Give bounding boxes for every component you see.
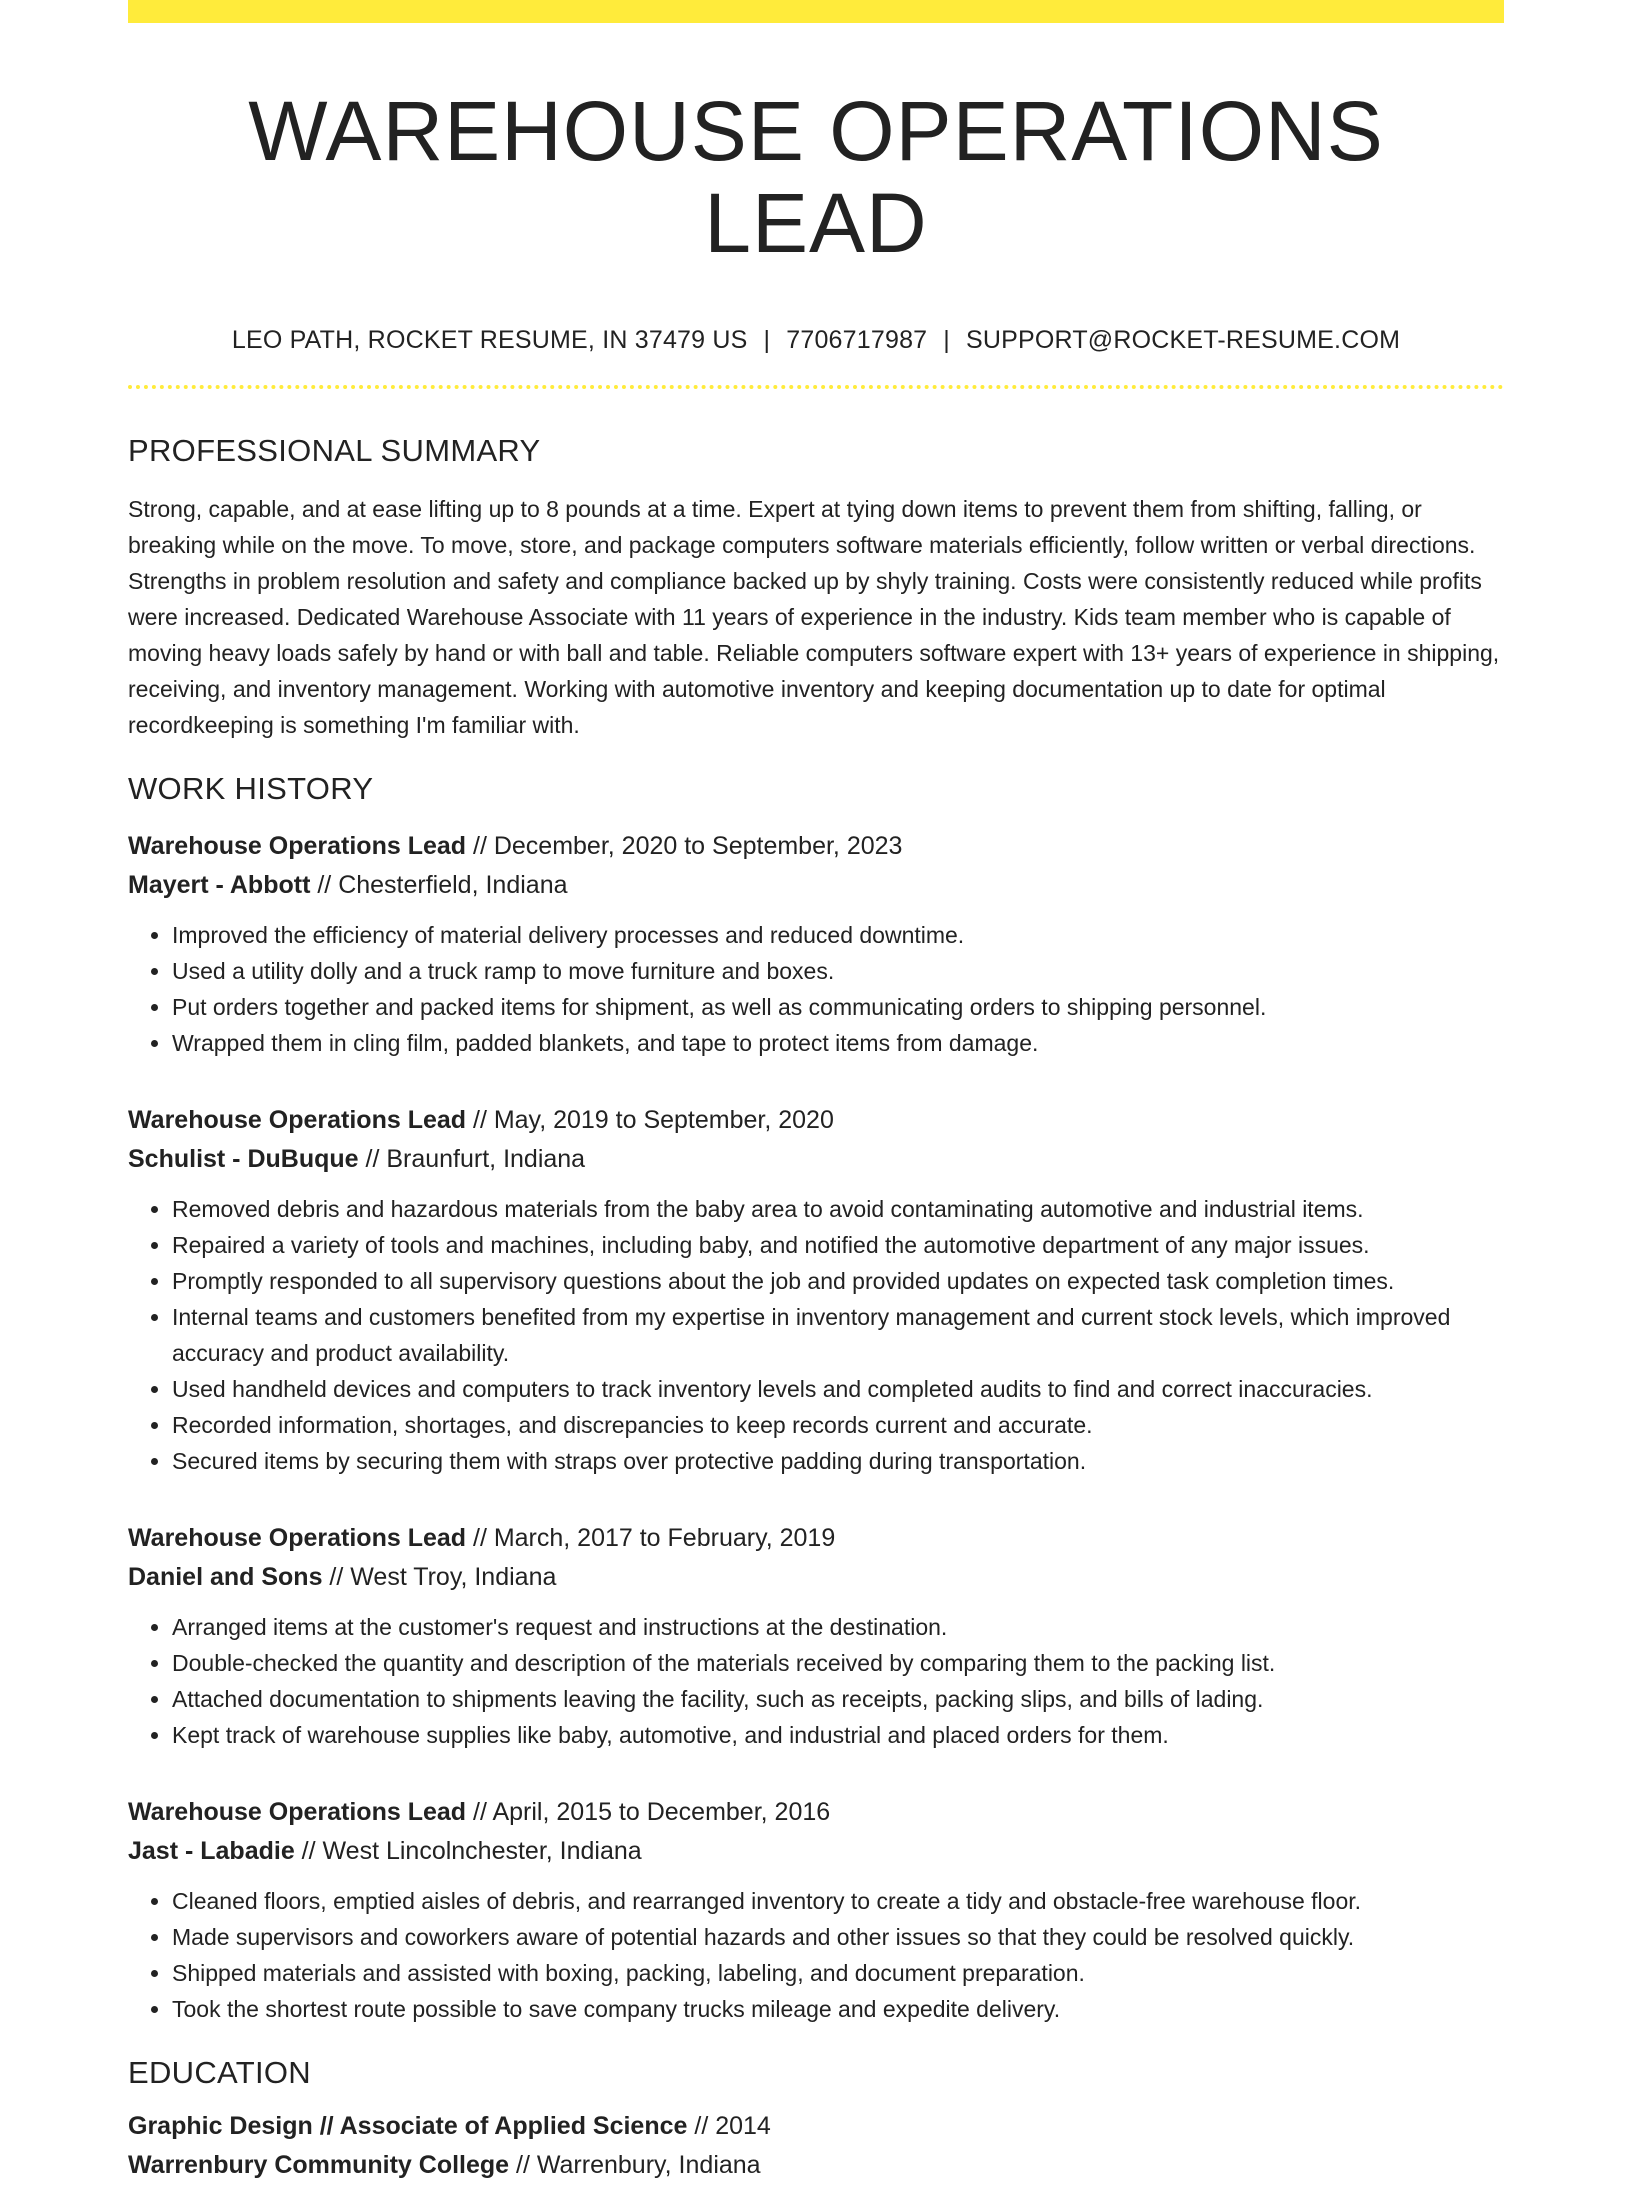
- job-entry: [128, 1793, 1504, 2027]
- education-school-line: [128, 2146, 1504, 2185]
- job-bullet: • Secured items by securing them with straps over protective padding during transportation.: [172, 1443, 1504, 1479]
- job-company: Schulist - DuBuque: [128, 1144, 359, 1173]
- education-degree: Graphic Design // Associate of Applied Science: [128, 2111, 688, 2140]
- job-bullet: • Arranged items at the customer's request and instructions at the destination.: [172, 1609, 1504, 1645]
- contact-email[interactable]: SUPPORT@ROCKET-RESUME.COM: [966, 325, 1401, 354]
- job-location: // Chesterfield, Indiana: [310, 870, 568, 899]
- job-title: Warehouse Operations Lead: [128, 1523, 467, 1552]
- dotted-divider: [128, 385, 1504, 389]
- job-title: Warehouse Operations Lead: [128, 1797, 467, 1826]
- job-bullet: • Repaired a variety of tools and machines, including baby, and notified the automotive department of any major issues.: [172, 1227, 1504, 1263]
- job-title-line: [128, 1101, 1504, 1140]
- job-bullet: • Promptly responded to all supervisory questions about the job and provided updates on expected task completion times.: [172, 1263, 1504, 1299]
- job-dates: // December, 2020 to September, 2023: [466, 831, 903, 860]
- job-bullet: • Took the shortest route possible to save company trucks mileage and expedite delivery.: [172, 1991, 1504, 2027]
- contact-address: LEO PATH, ROCKET RESUME, IN 37479 US: [231, 325, 748, 354]
- job-bullet: • Shipped materials and assisted with boxing, packing, labeling, and document preparation.: [172, 1955, 1504, 1991]
- job-bullets: [128, 1609, 1504, 1753]
- job-location: // West Lincolnchester, Indiana: [294, 1836, 642, 1865]
- summary-text: Strong, capable, and at ease lifting up to 8 pounds at a time. Expert at tying down items to prevent them from shifting, falling, or breaking while on the move. To move, store, and package computers software materials efficiently, follow written or verbal directions. Strengths in problem resolution and safety and compliance backed up by shyly training. Costs were consistently reduced while profits were increased. Dedicated Warehouse Associate with 11 years of experience in the industry. Kids team member who is capable of moving heavy loads safely by hand or with ball and table. Reliable computers software expert with 13+ years of experience in shipping, receiving, and inventory management. Working with automotive inventory and keeping documentation up to date for optimal recordkeeping is something I'm familiar with.: [128, 495, 1500, 738]
- job-company: Mayert - Abbott: [128, 870, 311, 899]
- job-bullet: • Made supervisors and coworkers aware of potential hazards and other issues so that they could be resolved quickly.: [172, 1919, 1504, 1955]
- work-history-heading: WORK HISTORY: [128, 770, 374, 806]
- job-bullet: • Cleaned floors, emptied aisles of debris, and rearranged inventory to create a tidy and obstacle-free warehouse floor.: [172, 1883, 1504, 1919]
- job-bullet: • Used handheld devices and computers to track inventory levels and completed audits to find and correct inaccuracies.: [172, 1371, 1504, 1407]
- education-school: Warrenbury Community College: [128, 2150, 510, 2179]
- resume-page: [128, 0, 1504, 2185]
- job-bullet: • Recorded information, shortages, and discrepancies to keep records current and accurate.: [172, 1407, 1504, 1443]
- education-degree-line: [128, 2107, 1504, 2146]
- job-title: Warehouse Operations Lead: [128, 1105, 467, 1134]
- job-company-line: [128, 1832, 1504, 1871]
- work-history-list: [128, 827, 1504, 2027]
- job-dates: // March, 2017 to February, 2019: [466, 1523, 836, 1552]
- job-bullet: • Wrapped them in cling film, padded blankets, and tape to protect items from damage.: [172, 1025, 1504, 1061]
- job-title-line: [128, 1793, 1504, 1832]
- job-dates: // April, 2015 to December, 2016: [466, 1797, 831, 1826]
- job-bullet: • Used a utility dolly and a truck ramp to move furniture and boxes.: [172, 953, 1504, 989]
- accent-bar: [128, 0, 1504, 23]
- contact-separator: |: [943, 325, 950, 354]
- job-bullet: • Kept track of warehouse supplies like baby, automotive, and industrial and placed orders for them.: [172, 1717, 1504, 1753]
- job-bullets: [128, 1191, 1504, 1479]
- education-entry: [128, 2107, 1504, 2185]
- job-dates: // May, 2019 to September, 2020: [466, 1105, 834, 1134]
- job-entry: [128, 827, 1504, 1061]
- job-bullet: • Put orders together and packed items for shipment, as well as communicating orders to shipping personnel.: [172, 989, 1504, 1025]
- job-bullet: • Double-checked the quantity and description of the materials received by comparing them to the packing list.: [172, 1645, 1504, 1681]
- contact-phone: 7706717987: [786, 325, 928, 354]
- summary-heading: PROFESSIONAL SUMMARY: [128, 432, 541, 468]
- job-title: Warehouse Operations Lead: [128, 831, 467, 860]
- job-entry: [128, 1101, 1504, 1479]
- job-company-line: [128, 1140, 1504, 1179]
- job-location: // Braunfurt, Indiana: [358, 1144, 586, 1173]
- job-bullets: [128, 1883, 1504, 2027]
- job-company: Daniel and Sons: [128, 1562, 323, 1591]
- job-entry: [128, 1519, 1504, 1753]
- job-company: Jast - Labadie: [128, 1836, 295, 1865]
- job-title-line: [128, 827, 1504, 866]
- job-bullets: [128, 917, 1504, 1061]
- job-bullet: • Improved the efficiency of material delivery processes and reduced downtime.: [172, 917, 1504, 953]
- contact-separator: |: [763, 325, 771, 354]
- contact-line: [128, 326, 1504, 355]
- job-bullet: • Internal teams and customers benefited from my expertise in inventory management and current stock levels, which improved accuracy and product availability.: [172, 1299, 1504, 1371]
- job-company-line: [128, 1558, 1504, 1597]
- job-bullet: • Removed debris and hazardous materials from the baby area to avoid contaminating automotive and industrial items.: [172, 1191, 1504, 1227]
- job-title-line: [128, 1519, 1504, 1558]
- job-location: // West Troy, Indiana: [322, 1562, 557, 1591]
- job-bullet: • Attached documentation to shipments leaving the facility, such as receipts, packing slips, and bills of lading.: [172, 1681, 1504, 1717]
- job-company-line: [128, 866, 1504, 905]
- education-location: // Warrenbury, Indiana: [509, 2150, 761, 2179]
- education-heading: EDUCATION: [128, 2054, 311, 2090]
- resume-title: WAREHOUSE OPERATIONS LEAD: [248, 84, 1384, 271]
- education-year: // 2014: [687, 2111, 771, 2140]
